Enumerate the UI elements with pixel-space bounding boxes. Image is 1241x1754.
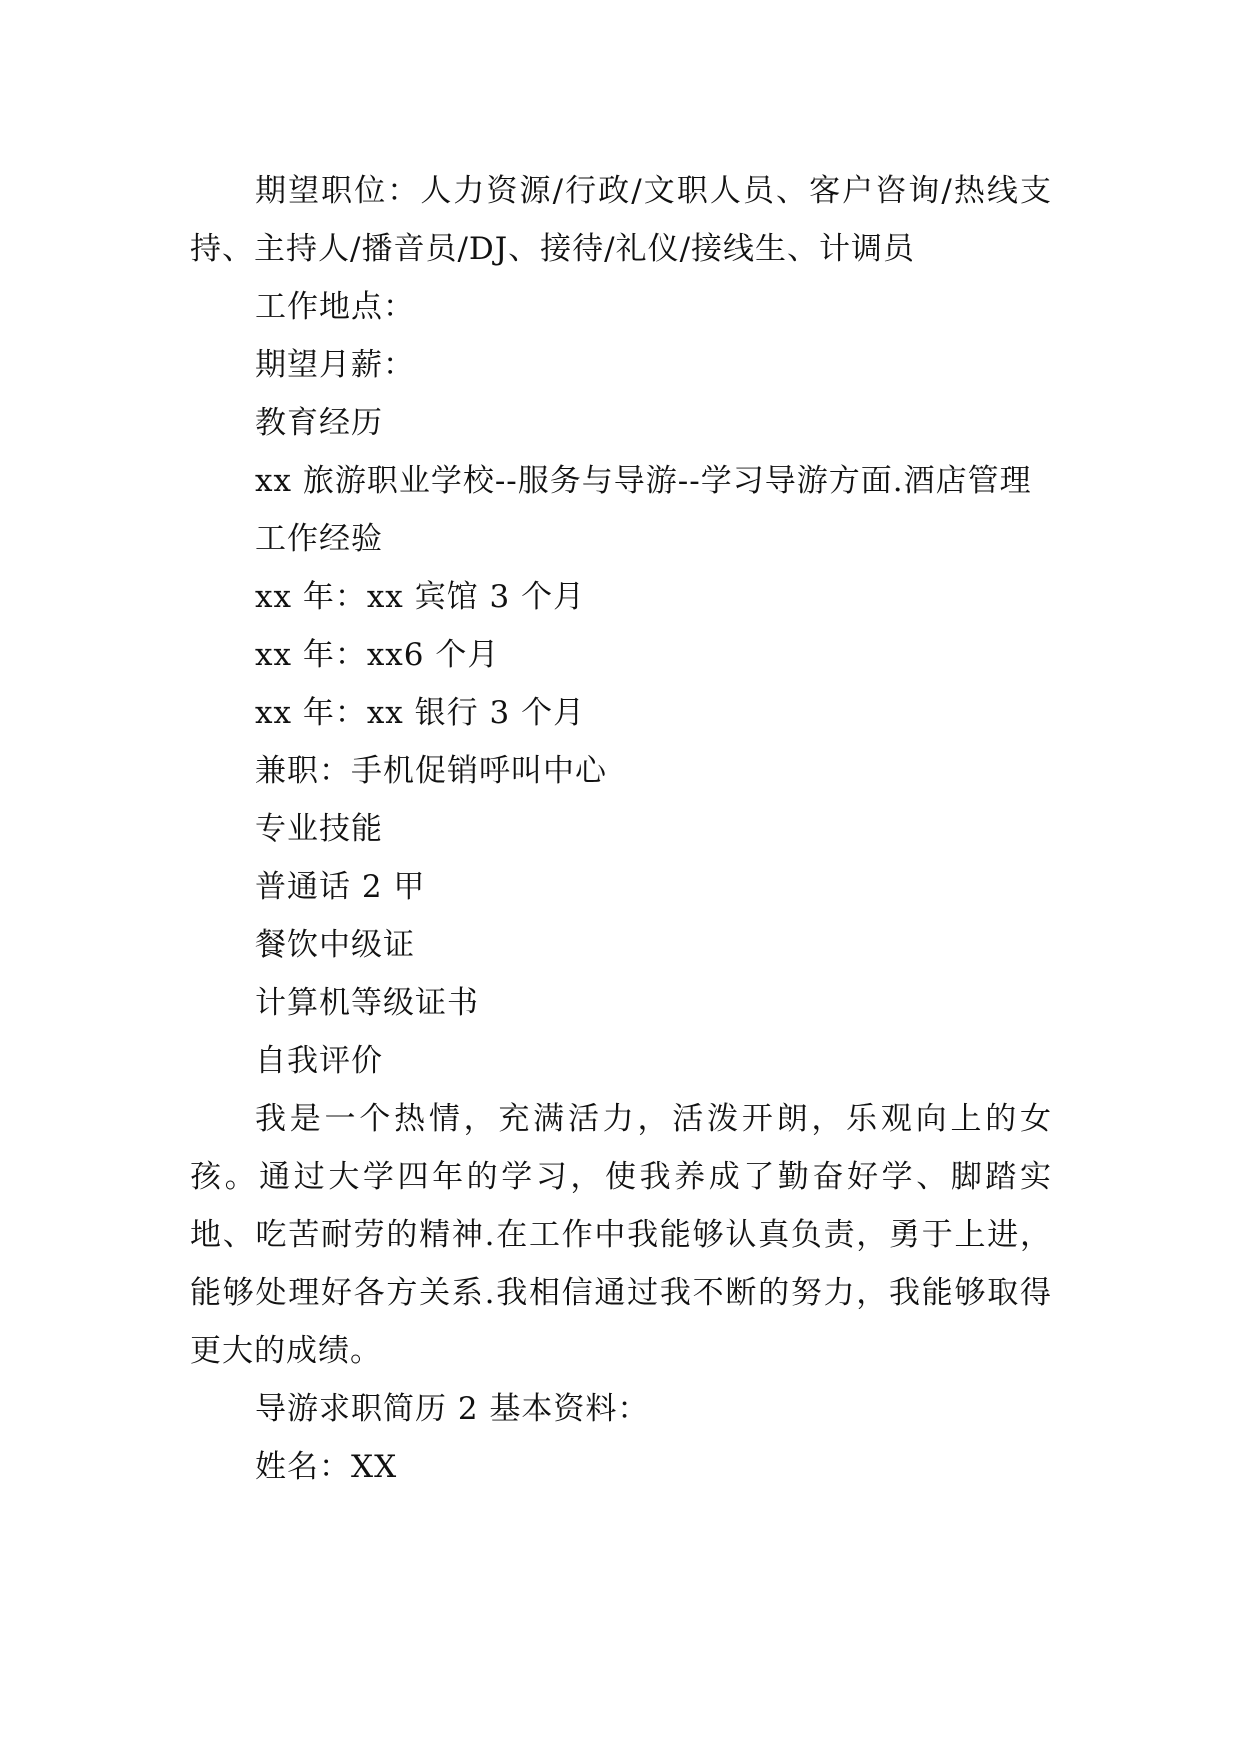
- paragraph-self-evaluation: 我是一个热情，充满活力，活泼开朗，乐观向上的女孩。通过大学四年的学习，使我养成了勤奋好学、脚踏实地、吃苦耐劳的精神.在工作中我能够认真负责，勇于上进，能够处理好各方关系.我相信通过我不断的努力，我能够取得更大的成绩。: [190, 1101, 1052, 1369]
- heading-resume-2-basic-info: 导游求职简历 2 基本资料：: [255, 1391, 650, 1427]
- paragraph-desired-position: 期望职位：人力资源/行政/文职人员、客户咨询/热线支持、主持人/播音员/DJ、接待/礼仪/接线生、计调员: [190, 173, 1052, 267]
- paragraph-skill-computer: 计算机等级证书: [255, 985, 479, 1021]
- heading-professional-skills: 专业技能: [255, 811, 383, 847]
- paragraph-expected-salary: 期望月薪：: [255, 347, 415, 383]
- heading-education: 教育经历: [255, 405, 383, 441]
- paragraph-part-time: 兼职：手机促销呼叫中心: [255, 753, 607, 789]
- paragraph-name: 姓名：XX: [255, 1449, 398, 1485]
- paragraph-experience-1: xx 年：xx 宾馆 3 个月: [255, 579, 586, 615]
- heading-work-experience: 工作经验: [255, 521, 383, 557]
- heading-self-evaluation: 自我评价: [255, 1043, 383, 1079]
- paragraph-experience-3: xx 年：xx 银行 3 个月: [255, 695, 586, 731]
- paragraph-experience-2: xx 年：xx6 个月: [255, 637, 500, 673]
- document-body: [190, 162, 1052, 1496]
- paragraph-work-location: 工作地点：: [255, 289, 415, 325]
- paragraph-skill-catering: 餐饮中级证: [255, 927, 415, 963]
- paragraph-school: xx 旅游职业学校--服务与导游--学习导游方面.酒店管理: [255, 463, 1032, 499]
- paragraph-skill-mandarin: 普通话 2 甲: [255, 869, 426, 905]
